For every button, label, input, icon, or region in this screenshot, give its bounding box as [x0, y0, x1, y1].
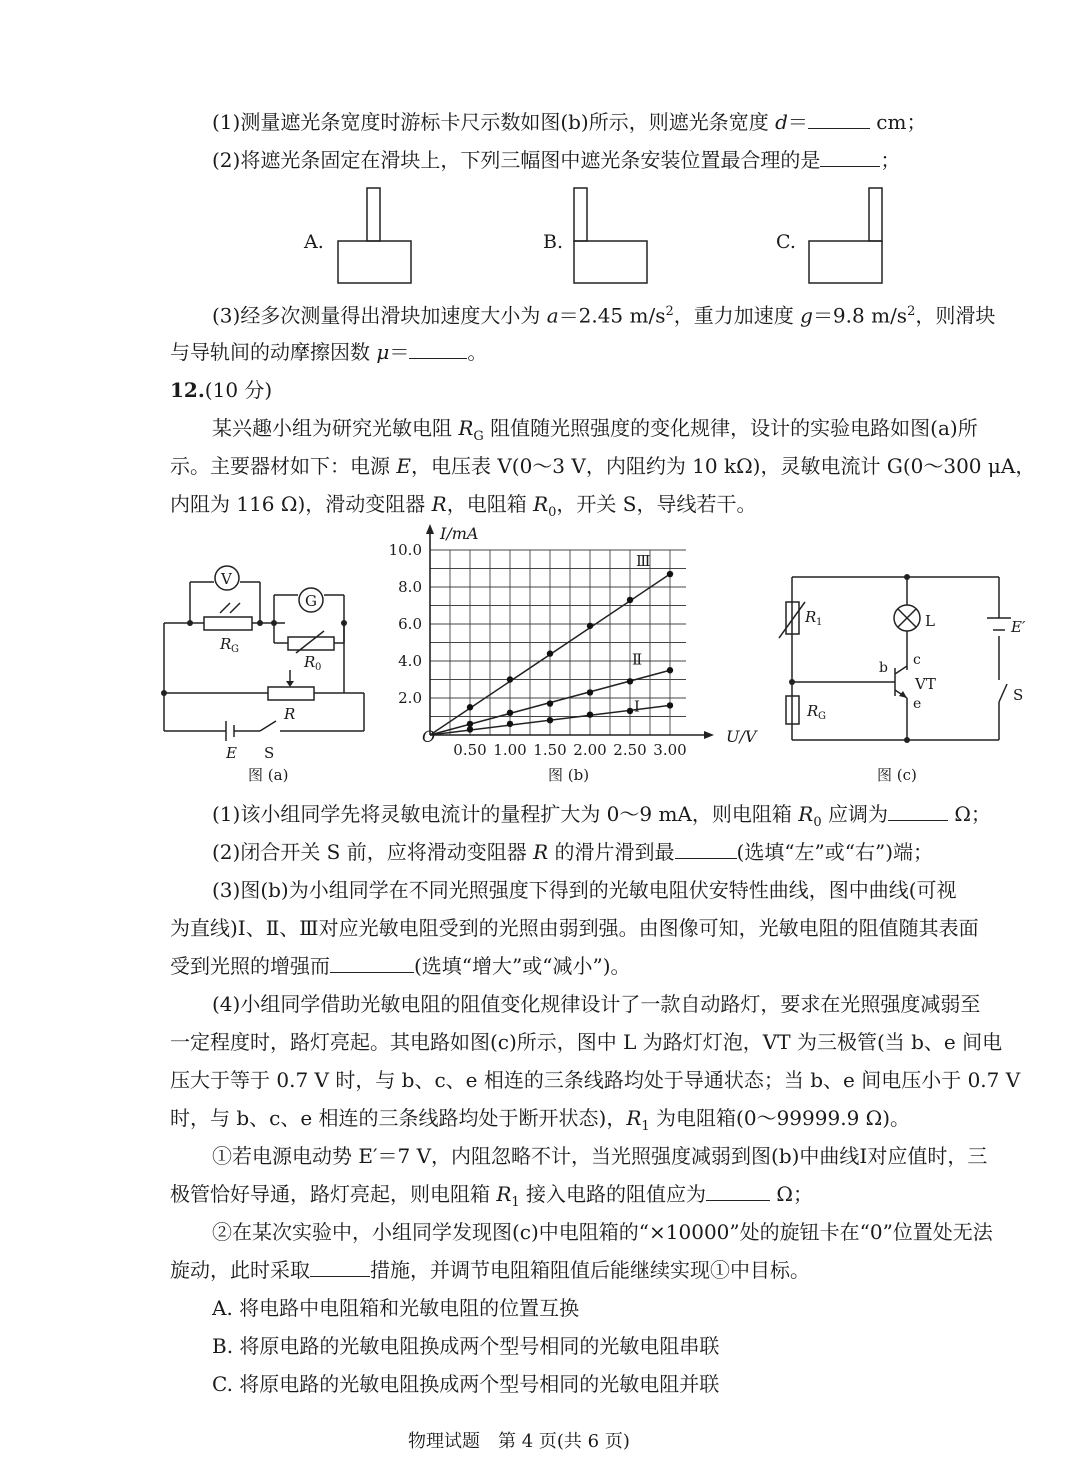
figure-c-circuit	[775, 560, 1045, 790]
svg-text:S: S	[1013, 686, 1024, 704]
q12-option-c: C. 将原电路的光敏电阻换成两个型号相同的光敏电阻并联	[212, 1372, 720, 1396]
data-point	[627, 678, 633, 684]
q12-sub2-line1: ②在某次实验中，小组同学发现图(c)中电阻箱的“×10000”处的旋钮卡在“0”位置处无法	[212, 1220, 993, 1244]
x-tick-label: 1.50	[533, 741, 567, 759]
data-point	[547, 650, 553, 656]
q11-part2: (2)将遮光条固定在滑块上，下列三幅图中遮光条安装位置最合理的是 ；	[212, 148, 901, 172]
chart-y-axis-label: I/mA	[440, 524, 479, 543]
q12-part4-line3: 压大于等于 0.7 V 时，与 b、c、e 相连的三条线路均处于导通状态；当 b、e 间电压小于 0.7 V	[170, 1068, 1021, 1092]
x-tick-label: 2.50	[613, 741, 647, 759]
svg-text:G: G	[818, 711, 826, 722]
series-label: Ⅱ	[632, 650, 643, 669]
answer-blank[interactable]	[820, 146, 880, 167]
x-tick-label: 1.00	[493, 741, 527, 759]
svg-text:V: V	[221, 570, 232, 588]
series-label: Ⅲ	[636, 552, 651, 571]
data-point	[547, 717, 553, 723]
photoresistor-rg	[204, 617, 252, 630]
q12-part4-line1: (4)小组同学借助光敏电阻的阻值变化规律设计了一款自动路灯，要求在光照强度减弱至	[212, 992, 981, 1016]
option-b-label: B.	[543, 231, 564, 253]
y-tick-label: 6.0	[398, 615, 422, 633]
data-point	[587, 623, 593, 629]
option-c-label: C.	[776, 231, 796, 253]
y-tick-label: 2.0	[398, 689, 422, 707]
data-point	[467, 726, 473, 732]
data-point	[507, 676, 513, 682]
figure-a-caption: 图 (a)	[248, 766, 289, 784]
answer-blank[interactable]	[808, 108, 870, 129]
answer-blank[interactable]	[675, 838, 737, 859]
chart-x-axis-label: U/V	[726, 727, 757, 746]
q11-part1: (1)测量遮光条宽度时游标卡尺示数如图(b)所示，则遮光条宽度 d＝ cm；	[212, 110, 927, 134]
slider-options-figure	[290, 180, 910, 295]
svg-text:e: e	[913, 696, 922, 712]
data-point	[467, 704, 473, 710]
answer-blank[interactable]	[706, 1180, 770, 1201]
data-point	[667, 667, 673, 673]
data-point	[627, 708, 633, 714]
figure-b-caption: 图 (b)	[548, 766, 590, 784]
x-tick-label: 0.50	[453, 741, 487, 759]
q12-sub1-line2: 极管恰好导通，路灯亮起，则电阻箱 $R_1$ 接入电路的阻值应为 Ω；	[170, 1182, 814, 1210]
svg-text:b: b	[879, 660, 888, 676]
q12-heading: 12.(10 分)	[170, 378, 273, 402]
svg-text:E′: E′	[1011, 618, 1026, 636]
data-point	[467, 721, 473, 727]
data-point	[507, 721, 513, 727]
data-point	[667, 702, 673, 708]
option-a-label: A.	[304, 231, 324, 253]
svg-text:R: R	[220, 635, 232, 653]
data-point	[667, 571, 673, 577]
answer-blank[interactable]	[330, 952, 414, 973]
y-tick-label: 4.0	[398, 652, 422, 670]
svg-text:G: G	[305, 592, 317, 610]
data-point	[587, 711, 593, 717]
svg-text:R: R	[304, 653, 316, 671]
q12-option-a: A. 将电路中电阻箱和光敏电阻的位置互换	[212, 1296, 580, 1320]
svg-text:L: L	[925, 612, 935, 630]
x-tick-label: 2.00	[573, 741, 607, 759]
x-tick-label: 3.00	[653, 741, 687, 759]
option-b-diagram	[574, 188, 647, 283]
q12-part3-line2: 为直线)Ⅰ、Ⅱ、Ⅲ对应光敏电阻受到的光照由弱到强。由图像可知，光敏电阻的阻值随其表面	[170, 916, 979, 940]
x-axis-arrow	[704, 731, 714, 739]
svg-text:VT: VT	[915, 675, 936, 693]
y-axis-arrow	[426, 524, 434, 534]
svg-text:R: R	[805, 608, 817, 626]
svg-text:G: G	[231, 644, 239, 655]
svg-text:1: 1	[816, 617, 823, 628]
answer-blank[interactable]	[888, 800, 948, 821]
svg-text:R: R	[284, 705, 296, 723]
page-footer: 物理试题 第 4 页(共 6 页)	[408, 1431, 630, 1452]
svg-text:c: c	[913, 652, 921, 668]
q12-part3-line3: 受到光照的增强而 (选填“增大”或“减小”)。	[170, 954, 631, 978]
series-label: Ⅰ	[634, 697, 640, 716]
chart-origin-label: O	[422, 727, 436, 746]
option-a-diagram	[338, 188, 411, 283]
figure-c-caption: 图 (c)	[877, 766, 917, 784]
q12-intro-line2: 示。主要器材如下：电源 E，电压表 V(0～3 V，内阻约为 10 kΩ)，灵敏电流计 G(0～300 μA，	[170, 454, 1036, 478]
svg-text:E: E	[226, 744, 237, 762]
figure-b-chart	[378, 522, 768, 790]
data-point	[587, 689, 593, 695]
q11-part3: (3)经多次测量得出滑块加速度大小为 a＝2.45 $m/s^2$，重力加速度 g＝9.8 $m/s^2$，则滑块	[212, 303, 996, 328]
figure-a-circuit	[150, 555, 380, 790]
data-point	[507, 710, 513, 716]
answer-blank[interactable]	[310, 1256, 370, 1277]
q12-option-b: B. 将原电路的光敏电阻换成两个型号相同的光敏电阻串联	[212, 1334, 720, 1358]
q12-intro-line1: 某兴趣小组为研究光敏电阻 $R_G$ 阻值随光照强度的变化规律，设计的实验电路如图(a)所	[212, 416, 978, 444]
svg-text:0: 0	[315, 662, 322, 673]
q12-intro-line3: 内阻为 116 Ω)，滑动变阻器 R，电阻箱 $R_0$，开关 S，导线若干。	[170, 492, 757, 520]
q12-sub2-line2: 旋动，此时采取 措施，并调节电阻箱阻值后能继续实现①中目标。	[170, 1258, 810, 1282]
resistance-box-r0	[288, 637, 334, 650]
svg-text:S: S	[264, 744, 275, 762]
q12-sub1-line1: ①若电源电动势 E′＝7 V，内阻忽略不计，当光照强度减弱到图(b)中曲线Ⅰ对应值时，三	[212, 1144, 988, 1168]
chart-series	[430, 552, 673, 735]
option-c-diagram	[809, 188, 882, 283]
answer-blank[interactable]	[409, 338, 467, 359]
svg-text:R: R	[807, 702, 819, 720]
y-tick-label: 8.0	[398, 578, 422, 596]
slide-rheostat	[268, 687, 314, 700]
y-tick-label: 10.0	[388, 541, 422, 559]
q12-part4-line2: 一定程度时，路灯亮起。其电路如图(c)所示，图中 L 为路灯灯泡，VT 为三极管(当 b、e 间电	[170, 1030, 1003, 1054]
q12-part3-line1: (3)图(b)为小组同学在不同光照强度下得到的光敏电阻伏安特性曲线，图中曲线(可视	[212, 878, 957, 902]
q12-part4-line4: 时，与 b、c、e 相连的三条线路均处于断开状态)，$R_1$ 为电阻箱(0～99999.9 Ω)。	[170, 1106, 911, 1134]
q12-part1: (1)该小组同学先将灵敏电流计的量程扩大为 0～9 mA，则电阻箱 $R_0$ 应调为 Ω；	[212, 802, 991, 830]
q12-part2: (2)闭合开关 S 前，应将滑动变阻器 R 的滑片滑到最 (选填“左”或“右”)端；	[212, 840, 934, 864]
data-point	[627, 597, 633, 603]
data-point	[547, 700, 553, 706]
q11-part3-cont: 与导轨间的动摩擦因数 μ＝ 。	[170, 340, 488, 364]
